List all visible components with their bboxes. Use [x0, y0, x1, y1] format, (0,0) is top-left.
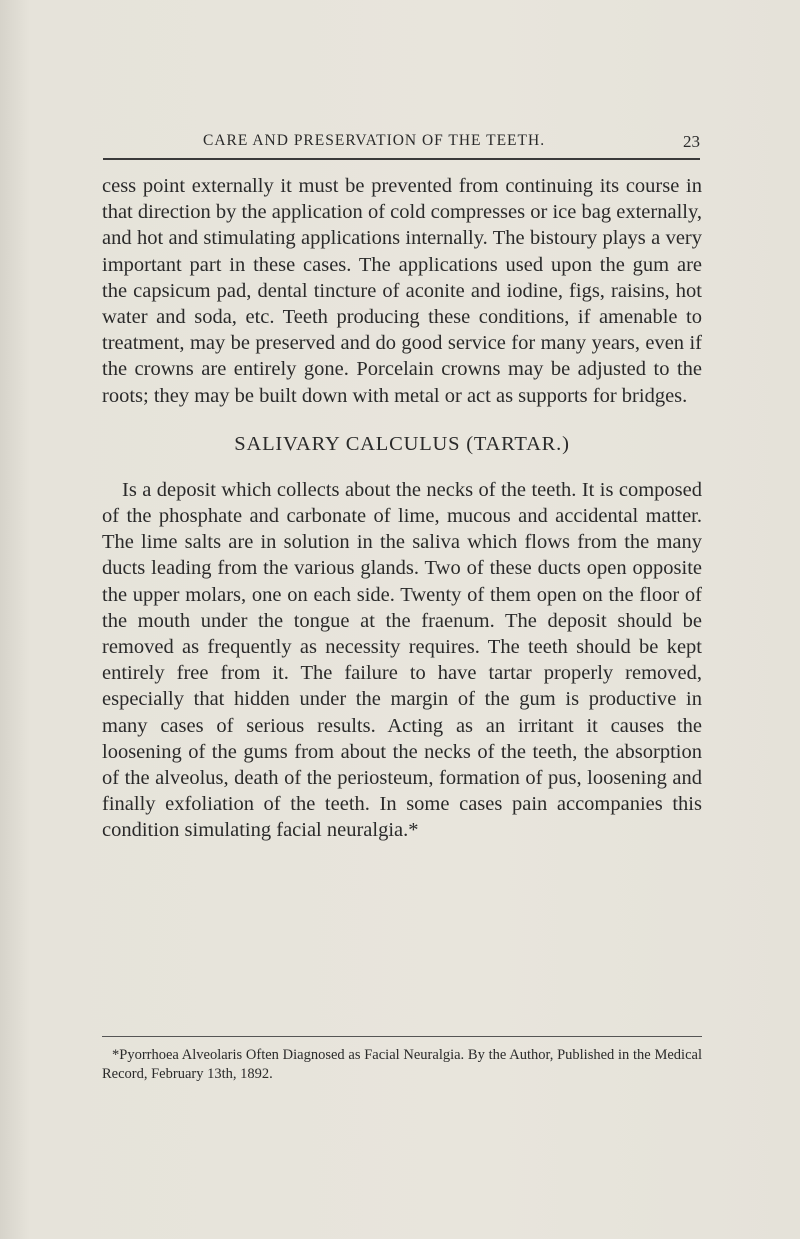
footnote-divider: [102, 1036, 702, 1037]
footnote: *Pyorrhoea Alveolaris Often Diagnosed as Facial Neuralgia. By the Author, Published in the Medical Record, February 13th, 1892.: [102, 1047, 702, 1082]
paragraph-continuation: cess point externally it must be prevented from continuing its course in that direction by the application of cold compresses or ice bag externally, and hot and stimulating applications internally. The bistoury plays a very important part in these cases. The applications used upon the gum are the capsicum pad, dental tincture of aconite and iodine, figs, raisins, hot water and soda, etc. Teeth producing these conditions, if amenable to treatment, may be preserved and do good service for many years, even if the crowns are entirely gone. Porcelain crowns may be adjusted to the roots; they may be built down with metal or act as supports for bridges.: [102, 175, 702, 407]
page-number: 23: [683, 132, 700, 151]
section-heading: SALIVARY CALCULUS (TARTAR.): [234, 432, 570, 455]
paragraph-tartar: Is a deposit which collects about the necks of the teeth. It is composed of the phosphate and carbonate of lime, mucous and accidental matter. The lime salts are in solution in the saliva which flows from the many ducts leading from the various glands. Two of these ducts open opposite the upper molars, one on each side. Twenty of them open on the floor of the mouth under the tongue at the fraenum. The deposit should be removed as frequently as necessity requires. The teeth should be kept entirely free from it. The failure to have tartar properly removed, especially that hidden under the margin of the gum is productive in many cases of serious results. Acting as an irritant it causes the loosening of the gums from about the necks of the teeth, the absorption of the alveolus, death of the periosteum, formation of pus, loosening and finally exfoliation of the teeth. In some cases pain accompanies this condition simulating facial neuralgia.*: [102, 478, 702, 842]
body-text: [102, 173, 702, 844]
running-header: [103, 130, 700, 160]
running-title: CARE AND PRESERVATION OF THE TEETH.: [203, 132, 546, 149]
